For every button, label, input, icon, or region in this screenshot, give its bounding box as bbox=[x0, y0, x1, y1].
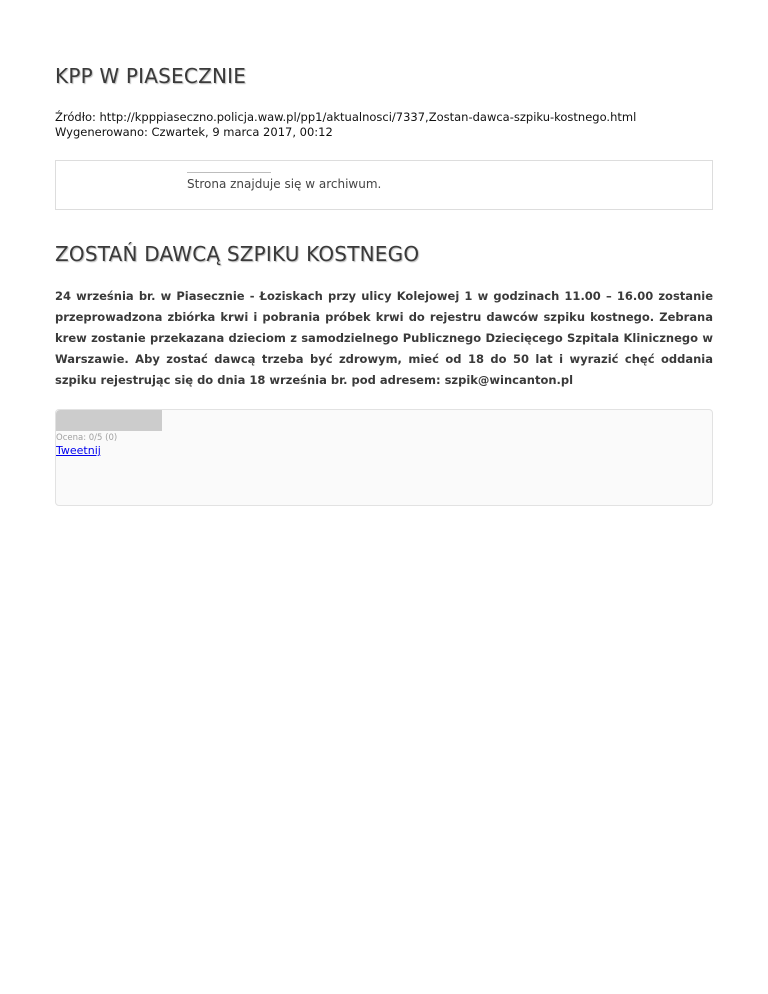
source-url: Źródło: http://kpppiaseczno.policja.waw.pl/pp1/aktualnosci/7337,Zostan-dawca-szpiku-kostnego.html bbox=[55, 110, 637, 124]
site-title: KPP W PIASECZNIE bbox=[55, 64, 247, 88]
article-title: ZOSTAŃ DAWCĄ SZPIKU KOSTNEGO bbox=[55, 242, 420, 266]
rating-label: Ocena: 0/5 (0) bbox=[56, 433, 118, 443]
generated-date: Wygenerowano: Czwartek, 9 marca 2017, 00:12 bbox=[55, 125, 333, 139]
tweet-link[interactable]: Tweetnij bbox=[56, 444, 101, 457]
rating-stars-bar[interactable] bbox=[56, 410, 162, 431]
archive-notice bbox=[55, 160, 713, 210]
archive-notice-text: Strona znajduje się w archiwum. bbox=[187, 177, 382, 191]
article-body: 24 września br. w Piasecznie - Łoziskach przy ulicy Kolejowej 1 w godzinach 11.00 – 16.00 zostanie przeprowadzona zbiórka krwi i pobrania próbek krwi do rejestru dawców szpiku kostnego. Zebrana krew zostanie przekazana dzieciom z samodzielnego Publicznego Dziecięcego Szpitala Klinicznego w Warszawie. Aby zostać dawcą trzeba być zdrowym, mieć od 18 do 50 lat i wyrazić chęć oddania szpiku rejestrując się do dnia 18 września br. pod adresem: szpik@wincanton.pl bbox=[55, 289, 713, 387]
archive-divider bbox=[187, 172, 271, 173]
rating-panel bbox=[55, 409, 713, 506]
print-meta bbox=[55, 110, 636, 140]
